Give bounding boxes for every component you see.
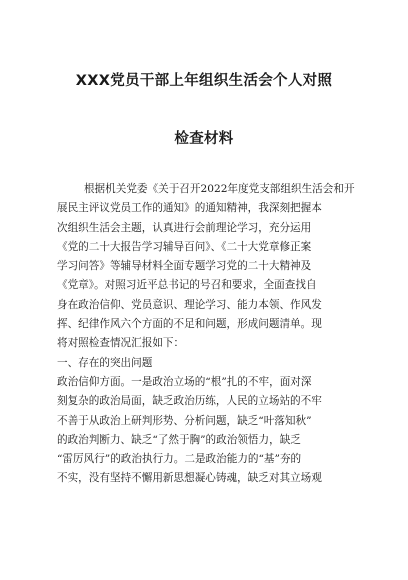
body-line: 的政治判断力、缺乏“了然于胸”的政治领悟力，缺乏 bbox=[57, 433, 301, 446]
document-title-line-1: XXX党员干部上年组织生活会个人对照 bbox=[75, 73, 333, 89]
body-line: 《党章》。对照习近平总书记的号召和要求，全面查找自 bbox=[57, 279, 317, 292]
body-line: 根据机关党委《关于召开2022年度党支部组织生活会和开 bbox=[57, 183, 355, 195]
body-line: 展民主评议党员工作的通知》的通知精神，我深刻把握本 bbox=[57, 202, 322, 215]
body-line: 身在政治信仰、党员意识、理论学习、能力本领、作风发 bbox=[57, 298, 322, 311]
body-line: 政治信仰方面。一是政治立场的“根”扎的不牢，面对深 bbox=[57, 375, 312, 388]
body-line: 学习问答》等辅导材料全面专题学习党的二十大精神及 bbox=[57, 260, 312, 273]
document-body bbox=[57, 180, 357, 489]
body-line: “雷厉风行”的政治执行力。二是政治能力的“基”夯的 bbox=[57, 453, 302, 466]
section-heading: 一、存在的突出问题 bbox=[57, 356, 153, 369]
body-line: 将对照检查情况汇报如下： bbox=[57, 337, 185, 350]
body-line: 次组织生活会主题，认真进行会前理论学习，充分运用 bbox=[57, 221, 312, 234]
body-line: 刻复杂的政治局面，缺乏政治历练，人民的立场站的不牢 bbox=[57, 395, 322, 408]
body-line: 《党的二十大报告学习辅导百问》、《二十大党章修正案 bbox=[57, 240, 312, 253]
body-line: 不善于从政治上研判形势、分析问题，缺乏“叶落知秋” bbox=[57, 414, 312, 427]
document-title-line-2: 检查材料 bbox=[174, 131, 234, 147]
body-line: 不实，没有坚持不懈用新思想凝心铸魂，缺乏对其立场观 bbox=[57, 472, 322, 485]
body-line: 挥、纪律作风六个方面的不足和问题，形成问题清单。现 bbox=[57, 318, 322, 331]
